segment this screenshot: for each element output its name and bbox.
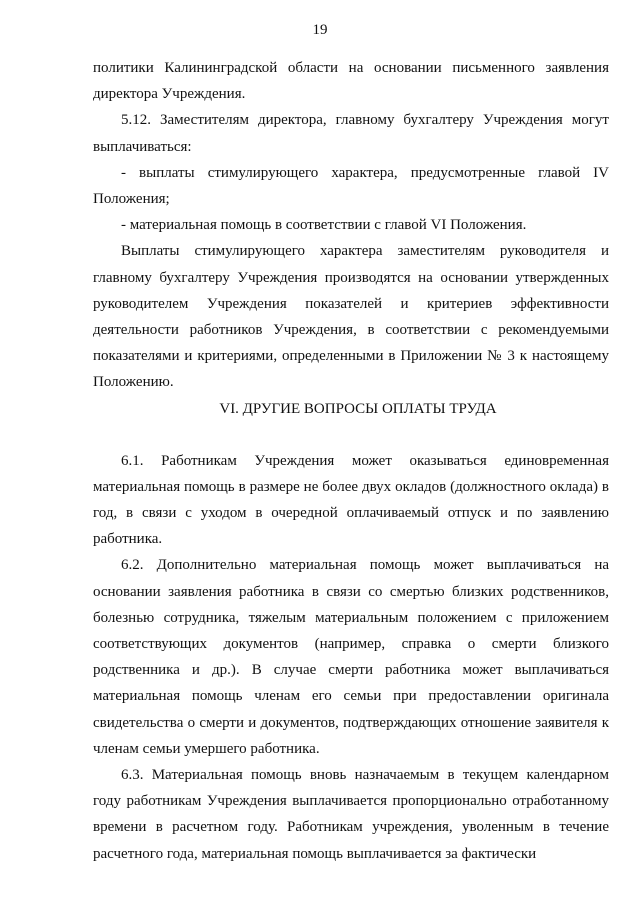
paragraph-stimulating-payments: Выплаты стимулирующего характера заместителям руководителя и главному бухгалтеру Учреждения производятся на основании утвержденных руководителем Учреждения показателей и критериев эффективности деятельности работников Учреждения, в соответствии с рекомендуемыми показателями и критериями, определенными в Приложении № 3 к настоящему Положению. <box>93 243 609 391</box>
paragraph-5-12: 5.12. Заместителям директора, главному бухгалтеру Учреждения могут выплачиваться: <box>93 112 609 155</box>
section-heading: VI. ДРУГИЕ ВОПРОСЫ ОПЛАТЫ ТРУДА <box>219 400 497 417</box>
paragraph-6-2: 6.2. Дополнительно материальная помощь может выплачиваться на основании заявления работника в связи со смертью близких родственников, болезнью сотрудника, тяжелым материальным положением с приложением соответствующих документов (например, справка о смерти близкого родственника и др.). В случае смерти работника может выплачиваться материальная помощь членам его семьи при предоставлении оригинала свидетельства о смерти и документов, подтверждающих отношение заявителя к членам семьи умершего работника. <box>93 557 609 757</box>
document-body <box>93 55 609 867</box>
list-item-stimulating-payments: - выплаты стимулирующего характера, предусмотренные главой IV Положения; <box>93 164 609 208</box>
paragraph-continuation: политики Калининградской области на основании письменного заявления директора Учреждения. <box>93 60 609 103</box>
paragraph-6-1: 6.1. Работникам Учреждения может оказываться единовременная материальная помощь в размере не более двух окладов (должностного оклада) в год, в связи с уходом в очередной оплачиваемый отпуск и по заявлению работника. <box>93 452 609 548</box>
page-number: 19 <box>312 22 328 38</box>
list-item-material-aid: - материальная помощь в соответствии с главой VI Положения. <box>121 217 527 234</box>
paragraph-6-3: 6.3. Материальная помощь вновь назначаемым в текущем календарном году работникам Учреждения выплачивается пропорционально отработанному времени в расчетном году. Работникам учреждения, уволенным в течение расчетного года, материальная помощь выплачивается за фактически <box>93 767 609 862</box>
